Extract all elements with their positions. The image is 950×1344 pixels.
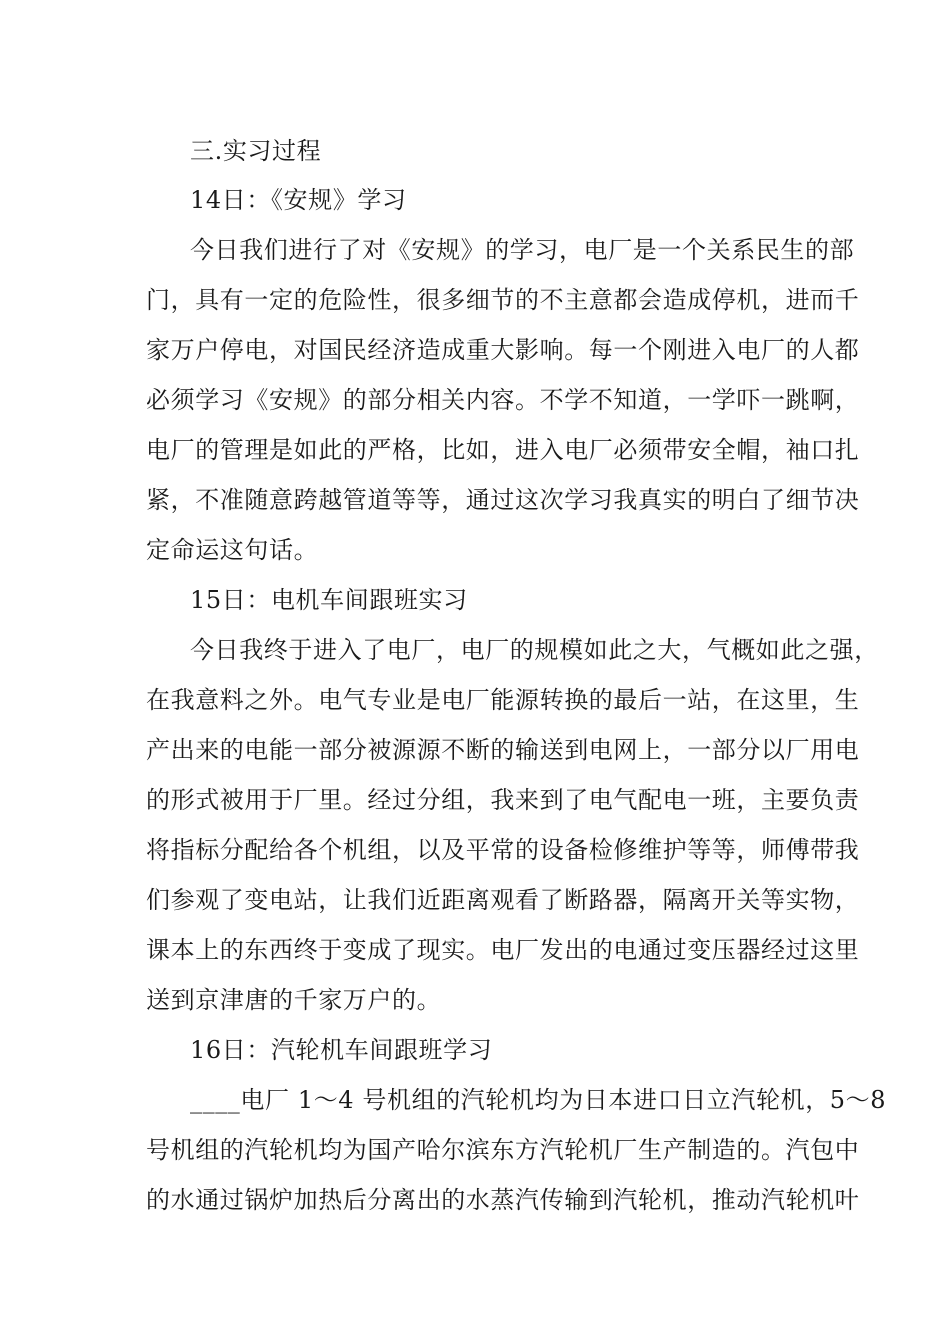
paragraph-line: 号机组的汽轮机均为国产哈尔滨东方汽轮机厂生产制造的。汽包中 (146, 1136, 860, 1164)
paragraph-line: ____电厂 1～4 号机组的汽轮机均为日本进口日立汽轮机，5～8 (190, 1086, 887, 1114)
paragraph-line: 的形式被用于厂里。经过分组，我来到了电气配电一班，主要负责 (146, 786, 860, 814)
section-heading: 三.实习过程 (190, 137, 322, 165)
paragraph-line: 将指标分配给各个机组，以及平常的设备检修维护等等，师傅带我 (146, 836, 860, 864)
paragraph-line: 们参观了变电站，让我们近距离观看了断路器，隔离开关等实物， (146, 886, 860, 914)
paragraph-line: 今日我们进行了对《安规》的学习，电厂是一个关系民生的部 (190, 236, 855, 264)
paragraph-line: 的水通过锅炉加热后分离出的水蒸汽传输到汽轮机，推动汽轮机叶 (146, 1186, 860, 1214)
paragraph-line: 电厂的管理是如此的严格，比如，进入电厂必须带安全帽，袖口扎 (146, 436, 860, 464)
day15-heading: 15日：电机车间跟班实习 (190, 586, 468, 614)
paragraph-line: 课本上的东西终于变成了现实。电厂发出的电通过变压器经过这里 (146, 936, 860, 964)
day14-heading: 14日：《安规》学习 (190, 186, 407, 214)
paragraph-line: 送到京津唐的千家万户的。 (146, 986, 442, 1014)
paragraph-line: 定命运这句话。 (146, 536, 319, 564)
paragraph-line: 在我意料之外。电气专业是电厂能源转换的最后一站，在这里，生 (146, 686, 860, 714)
paragraph-line: 紧，不准随意跨越管道等等，通过这次学习我真实的明白了细节决 (146, 486, 860, 514)
day16-heading: 16日：汽轮机车间跟班学习 (190, 1036, 493, 1064)
paragraph-line: 家万户停电，对国民经济造成重大影响。每一个刚进入电厂的人都 (146, 336, 860, 364)
paragraph-line: 门，具有一定的危险性，很多细节的不主意都会造成停机，进而千 (146, 286, 860, 314)
paragraph-line: 产出来的电能一部分被源源不断的输送到电网上，一部分以厂用电 (146, 736, 860, 764)
paragraph-line: 今日我终于进入了电厂，电厂的规模如此之大，气概如此之强， (190, 636, 879, 664)
paragraph-line: 必须学习《安规》的部分相关内容。不学不知道，一学吓一跳啊， (146, 386, 860, 414)
